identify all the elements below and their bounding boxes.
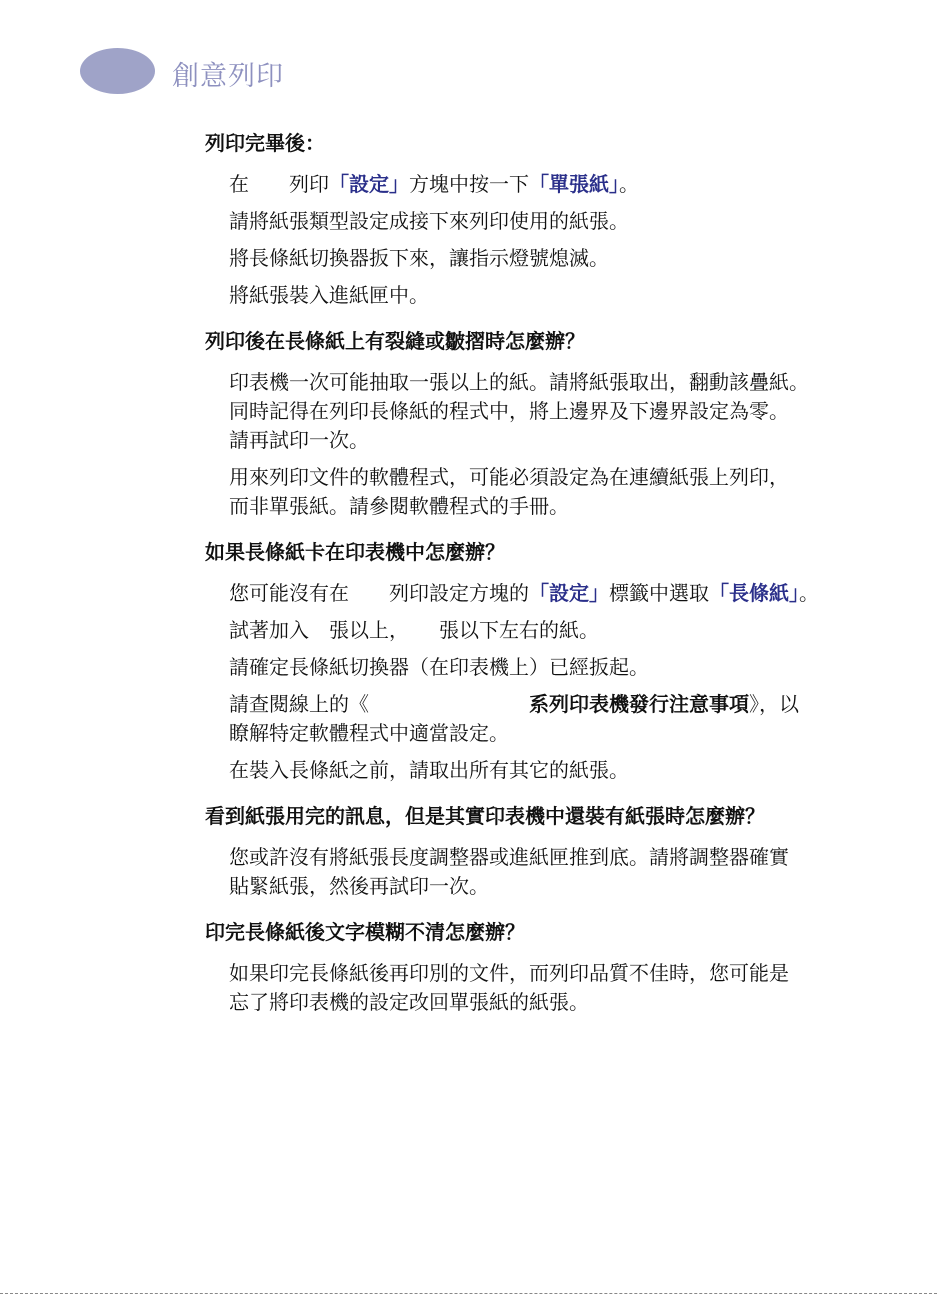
faq-answer-paragraph xyxy=(229,368,885,455)
ui-term-highlight: 「設定」 xyxy=(529,581,609,605)
answer-text: 。 xyxy=(799,581,819,605)
faq-question-heading: 印完長條紙後文字模糊不清怎麼辦？ xyxy=(205,920,525,944)
faq-answer-paragraph xyxy=(229,653,885,682)
faq-answer-paragraph xyxy=(229,959,885,1017)
faq-section xyxy=(205,917,885,1017)
faq-answer-paragraph xyxy=(229,170,885,199)
answer-text: 方塊中按一下 xyxy=(409,172,529,196)
answer-text: 印表機一次可能抽取一張以上的紙。請將紙張取出，翻動該疊紙。 同時記得在列印長條紙的程式中，將上邊界及下邊界設定為零。 請再試印一次。 xyxy=(229,370,809,452)
oval-badge-icon xyxy=(80,48,155,94)
faq-answer-paragraph xyxy=(229,690,885,748)
faq-question-heading: 看到紙張用完的訊息，但是其實印表機中還裝有紙張時怎麼辦？ xyxy=(205,804,765,828)
faq-section xyxy=(205,326,885,521)
answer-text: 用來列印文件的軟體程式，可能必須設定為在連續紙張上列印， 而非單張紙。請參閱軟體程式的手冊。 xyxy=(229,465,789,518)
answer-text: 請查閱線上的《 xyxy=(229,692,529,716)
answer-text: 請確定長條紙切換器（在印表機上）已經扳起。 xyxy=(229,655,649,679)
ui-term-highlight: 「設定」 xyxy=(329,172,409,196)
chapter-title: 創意列印 xyxy=(172,61,284,92)
answer-text: 》，以 瞭解特定軟體程式中適當設定。 xyxy=(229,692,799,745)
faq-answer-paragraph xyxy=(229,244,885,273)
faq-answer-paragraph xyxy=(229,756,885,785)
faq-section xyxy=(205,801,885,901)
answer-text: 您可能沒有在 列印設定方塊的 xyxy=(229,581,529,605)
faq-answer-paragraph xyxy=(229,207,885,236)
faq-answer-paragraph xyxy=(229,281,885,310)
answer-text: 如果印完長條紙後再印別的文件，而列印品質不佳時，您可能是 忘了將印表機的設定改回單張紙的紙張。 xyxy=(229,961,789,1014)
faq-section xyxy=(205,128,885,310)
faq-question-heading: 列印完畢後： xyxy=(205,131,325,155)
answer-text: 將紙張裝入進紙匣中。 xyxy=(229,283,429,307)
faq-content xyxy=(205,128,885,1033)
faq-answer-paragraph xyxy=(229,843,885,901)
document-title-text: 系列印表機發行注意事項 xyxy=(529,692,749,716)
answer-text: 請將紙張類型設定成接下來列印使用的紙張。 xyxy=(229,209,629,233)
faq-answer-paragraph xyxy=(229,616,885,645)
faq-answer-paragraph xyxy=(229,579,885,608)
answer-text: 在裝入長條紙之前，請取出所有其它的紙張。 xyxy=(229,758,629,782)
answer-text: 標籤中選取 xyxy=(609,581,709,605)
page-bottom-rule xyxy=(0,1293,937,1294)
answer-text: 。 xyxy=(619,172,639,196)
answer-text: 試著加入 張以上， 張以下左右的紙。 xyxy=(229,618,599,642)
faq-question-heading: 列印後在長條紙上有裂縫或皺摺時怎麼辦？ xyxy=(205,329,585,353)
ui-term-highlight: 「長條紙」 xyxy=(709,581,799,605)
faq-answer-paragraph xyxy=(229,463,885,521)
faq-section xyxy=(205,537,885,785)
answer-text: 您或許沒有將紙張長度調整器或進紙匣推到底。請將調整器確實 貼緊紙張，然後再試印一次。 xyxy=(229,845,789,898)
ui-term-highlight: 「單張紙」 xyxy=(529,172,619,196)
faq-question-heading: 如果長條紙卡在印表機中怎麼辦？ xyxy=(205,540,505,564)
answer-text: 將長條紙切換器扳下來，讓指示燈號熄滅。 xyxy=(229,246,609,270)
answer-text: 在 列印 xyxy=(229,172,329,196)
